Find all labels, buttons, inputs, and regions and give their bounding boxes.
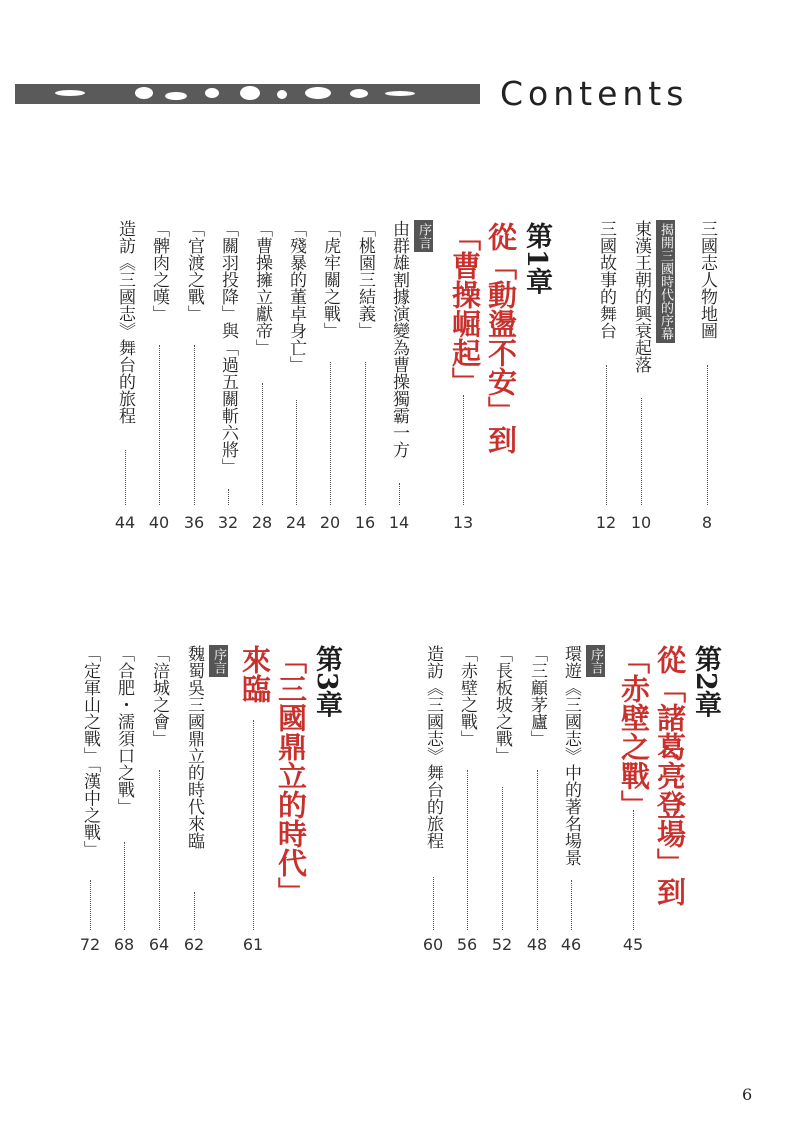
chapter-title-line2[interactable]: 來臨 (238, 645, 272, 703)
prologue-tag: 序言 (586, 645, 605, 677)
chapter-title-line1[interactable]: 「三國鼎立的時代」 (274, 645, 308, 906)
chapter-title-line1[interactable]: 從「諸葛亮登場」到 (653, 645, 687, 906)
dot-leader (262, 383, 263, 505)
page-ref: 45 (622, 935, 644, 954)
ch1-item-6[interactable]: 「關羽投降」與「過五關斬六將」 (218, 220, 238, 475)
page-ref: 60 (422, 935, 444, 954)
page-ref: 61 (242, 935, 264, 954)
dot-leader (330, 362, 331, 505)
ch2-item-2[interactable]: 「三顧茅廬」 (527, 645, 547, 747)
ch3-item-3[interactable]: 「合肥・濡須口之戰」 (114, 645, 134, 815)
dot-leader (463, 395, 464, 505)
header-banner (15, 84, 480, 104)
dot-leader (125, 450, 126, 505)
page-ref: 52 (491, 935, 513, 954)
dot-leader (633, 810, 634, 930)
page-ref: 28 (251, 513, 273, 532)
page-ref: 13 (452, 513, 474, 532)
ch1-item-2[interactable]: 「桃園三結義」 (355, 220, 375, 339)
chapter-label: 第3章 (311, 645, 342, 718)
chapter-title-line1[interactable]: 從「動盪不安」到 (484, 222, 518, 454)
dot-leader (194, 345, 195, 505)
page-ref: 72 (79, 935, 101, 954)
ch1-item-8[interactable]: 「髀肉之嘆」 (149, 220, 169, 322)
ch2-item-3[interactable]: 「長板坡之戰」 (492, 645, 512, 764)
ch1-item-1[interactable]: 由群雄割據演變為曹操獨霸一方 (389, 220, 409, 458)
page-ref: 8 (701, 513, 713, 532)
dot-leader (194, 892, 195, 930)
page-ref: 46 (560, 935, 582, 954)
page-ref: 48 (526, 935, 548, 954)
page-ref: 68 (113, 935, 135, 954)
page-ref: 10 (630, 513, 652, 532)
ch1-item-7[interactable]: 「官渡之戰」 (184, 220, 204, 322)
ch3-item-2[interactable]: 「涪城之會」 (149, 645, 169, 747)
page-ref: 62 (183, 935, 205, 954)
page-ref: 56 (456, 935, 478, 954)
section-tag: 揭開三國時代的序幕 (656, 220, 675, 343)
dot-leader (296, 400, 297, 505)
page-ref: 36 (183, 513, 205, 532)
page-ref: 16 (354, 513, 376, 532)
dot-leader (707, 365, 708, 505)
prologue-tag: 序言 (414, 220, 433, 252)
dot-leader (537, 770, 538, 930)
chapter-label: 第2章 (690, 645, 721, 718)
intro-item-1[interactable]: 三國志人物地圖 (697, 220, 717, 339)
dot-leader (159, 345, 160, 505)
ch1-item-4[interactable]: 「殘暴的董卓身亡」 (286, 220, 306, 373)
dot-leader (467, 770, 468, 930)
dot-leader (228, 489, 229, 505)
ch1-item-5[interactable]: 「曹操擁立獻帝」 (252, 220, 272, 356)
ch1-item-3[interactable]: 「虎牢關之戰」 (320, 220, 340, 339)
chapter-title-line2[interactable]: 「曹操崛起」 (448, 222, 482, 396)
dot-leader (399, 483, 400, 505)
page-ref: 14 (388, 513, 410, 532)
dot-leader (365, 362, 366, 505)
dot-leader (502, 787, 503, 930)
ch2-item-4[interactable]: 「赤壁之戰」 (457, 645, 477, 747)
intro-item-2[interactable]: 東漢王朝的興衰起落 (631, 220, 651, 373)
dot-leader (606, 365, 607, 505)
dot-leader (571, 880, 572, 930)
ch1-item-9[interactable]: 造訪《三國志》舞台的旅程 (115, 220, 135, 424)
page-ref: 24 (285, 513, 307, 532)
page-ref: 32 (217, 513, 239, 532)
dot-leader (159, 770, 160, 930)
page-ref: 44 (114, 513, 136, 532)
chapter-title-line2[interactable]: 「赤壁之戰」 (617, 645, 651, 819)
dot-leader (253, 720, 254, 930)
ch2-item-1[interactable]: 環遊《三國志》中的著名場景 (561, 645, 581, 866)
page-ref: 12 (595, 513, 617, 532)
page-ref: 40 (148, 513, 170, 532)
dot-leader (641, 398, 642, 505)
page-number: 6 (742, 1085, 753, 1104)
chapter-label: 第1章 (521, 222, 552, 295)
intro-item-3[interactable]: 三國故事的舞台 (596, 220, 616, 339)
page-ref: 64 (148, 935, 170, 954)
ch2-item-5[interactable]: 造訪《三國志》舞台的旅程 (423, 645, 443, 849)
dot-leader (124, 842, 125, 930)
dot-leader (433, 877, 434, 930)
ch3-item-1[interactable]: 魏蜀吳三國鼎立的時代來臨 (184, 645, 204, 849)
dot-leader (90, 880, 91, 930)
page-title: Contents (500, 74, 689, 113)
ch3-item-4[interactable]: 「定軍山之戰」「漢中之戰」 (80, 645, 100, 858)
prologue-tag: 序言 (209, 645, 228, 677)
page-ref: 20 (319, 513, 341, 532)
